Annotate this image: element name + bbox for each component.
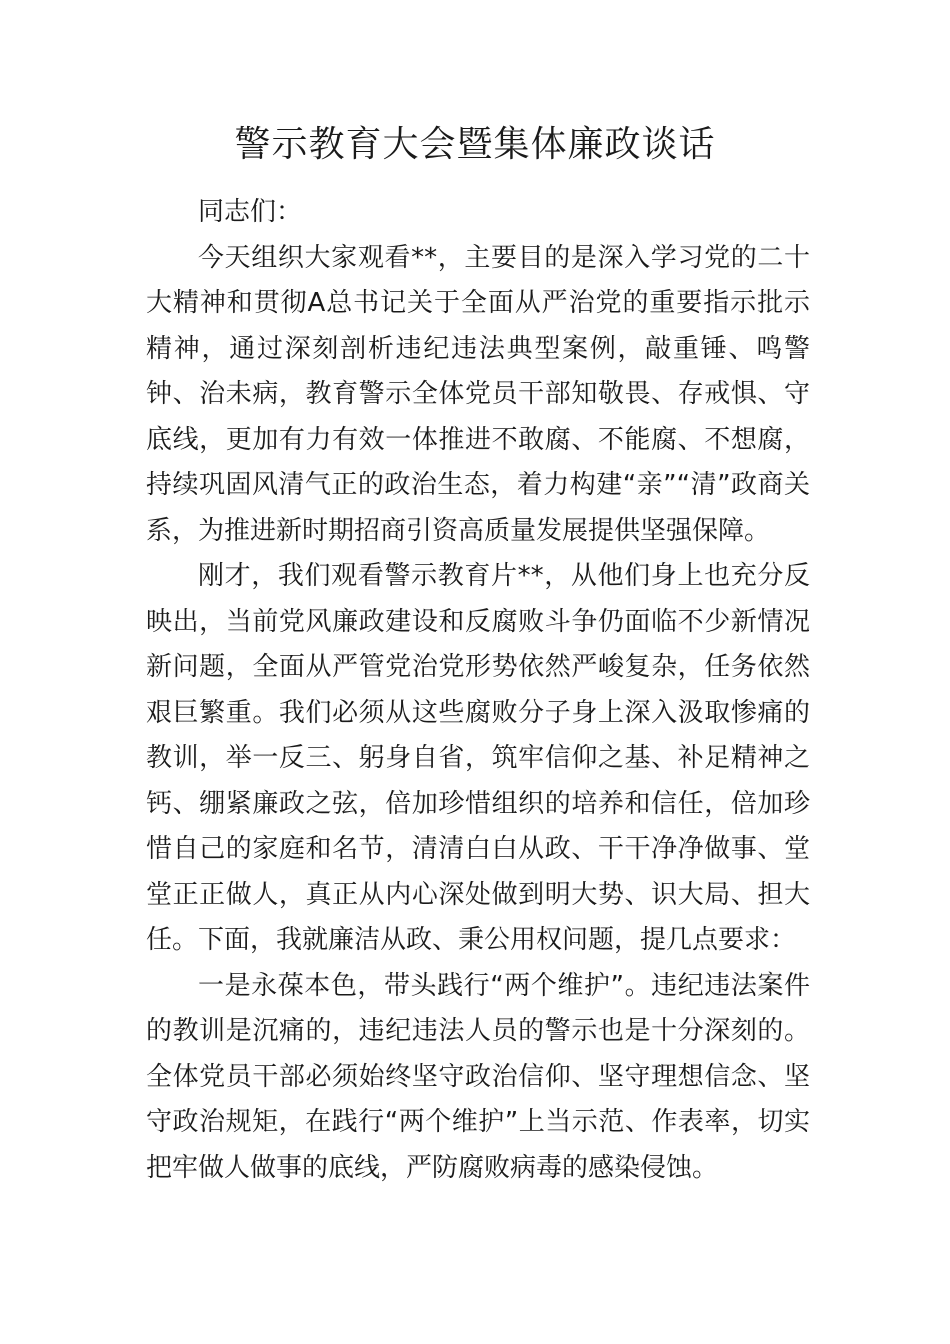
paragraph-1: 今天组织大家观看**，主要目的是深入学习党的二十大精神和贯彻A总书记关于全面从严治党的重要指示批示精神，通过深刻剖析违纪违法典型案例，敲重锤、鸣警钟、治未病，教育警示全体党员干部知敬畏、存戒惧、守底线，更加有力有效一体推进不敢腐、不能腐、不想腐，持续巩固风清气正的政治生态，着力构建“亲”“清”政商关系，为推进新时期招商引资高质量发展提供坚强保障。 <box>146 242 810 546</box>
paragraph-2: 刚才，我们观看警示教育片**，从他们身上也充分反映出，当前党风廉政建设和反腐败斗争仍面临不少新情况新问题，全面从严管党治党形势依然严峻复杂，任务依然艰巨繁重。我们必须从这些腐败分子身上深入汲取惨痛的教训，举一反三、躬身自省，筑牢信仰之基、补足精神之钙、绷紧廉政之弦，倍加珍惜组织的培养和信任，倍加珍惜自己的家庭和名节，清清白白从政、干干净净做事、堂堂正正做人，真正从内心深处做到明大势、识大局、担大任。下面，我就廉洁从政、秉公用权问题，提几点要求： <box>146 561 810 955</box>
paragraph-3: 一是永葆本色，带头践行“两个维护”。违纪违法案件的教训是沉痛的，违纪违法人员的警示也是十分深刻的。全体党员干部必须始终坚守政治信仰、坚守理想信念、坚守政治规矩，在践行“两个维护”上当示范、作表率，切实把牢做人做事的底线，严防腐败病毒的感染侵蚀。 <box>146 970 810 1183</box>
document-body <box>146 190 810 1191</box>
document-title: 警示教育大会暨集体廉政谈话 <box>234 124 716 165</box>
salutation: 同志们： <box>198 197 303 227</box>
